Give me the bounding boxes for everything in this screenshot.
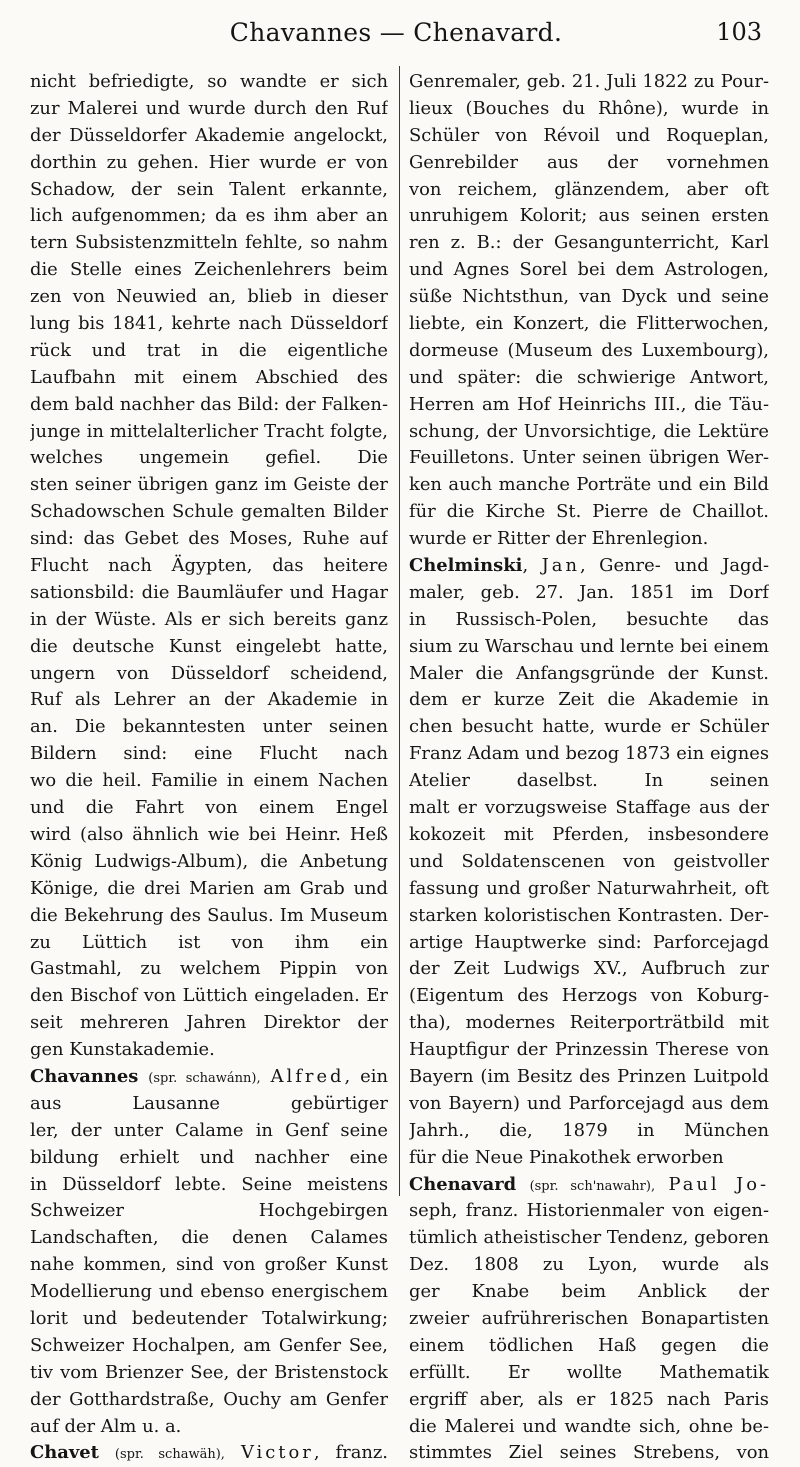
text-line: erfüllt. Er wollte Mathematik [409,1361,769,1383]
text-line: an. Die bekanntesten unter seinen [30,716,388,738]
text-line: und später: die schwierige Antwort, [409,366,769,388]
text-line: Landschaften, die denen Calames [30,1227,388,1249]
text-line: Schweizer Hochgebirgen [30,1200,388,1222]
text-line: und die Fahrt von einem Engel [30,797,388,819]
text-line: ger Knabe beim Anblick der [409,1281,769,1303]
text-line: lieux (Bouches du Rhône), wurde in [409,97,769,119]
text-line: aus Lausanne gebürtiger [30,1092,388,1114]
text-line: stimmtes Ziel seines Strebens, von [409,1442,769,1464]
text-line: die Malerei und wandte sich, ohne be- [409,1415,769,1437]
entry-chavet-first-line [30,1440,388,1467]
text-line: für die Kirche St. Pierre de Chaillot. [409,501,769,523]
text-line: Flucht nach Ägypten, das heitere [30,555,388,577]
headword-chelminski: Chelminski [409,555,523,577]
text-line: liebte, ein Konzert, die Flitterwochen, [409,313,769,335]
text-line: einem tödlichen Haß gegen die [409,1334,769,1356]
left-column [30,69,388,1467]
text-line: lung bis 1841, kehrte nach Düsseldorf [30,313,388,335]
text-line: zur Malerei und wurde durch den Ruf [30,97,388,119]
text-line: Maler die Anfangsgründe der Kunst. [409,662,769,684]
pronunciation-chavannes: (spr. schawánn), [148,1070,261,1086]
right-column [409,69,769,1467]
text-line: artige Hauptwerke sind: Parforcejagd [409,931,769,953]
page-number: 103 [716,18,762,46]
entry-chelminski-first-line: Chelminski, Jan, Genre- und Jagd- [409,555,769,577]
text-line: in der Wüste. Als er sich bereits ganz [30,608,388,630]
headword-chavet: Chavet [30,1442,99,1464]
text-line: ren z. B.: der Gesangunterricht, Karl [409,232,769,254]
text-line: kokozeit mit Pferden, insbesondere [409,823,769,845]
text-line: Ruf als Lehrer an der Akademie in [30,689,388,711]
text-line: Bildern sind: eine Flucht nach [30,743,388,765]
text-line: und Agnes Sorel bei dem Astrologen, [409,259,769,281]
given-name-chavannes: Alfred [270,1065,345,1087]
text-line: Herren am Hof Heinrichs III., die Täu- [409,393,769,415]
running-head: Chavannes — Chenavard. [229,18,563,47]
entry-chenavard-first-line [409,1172,769,1199]
text-line: und Soldatenscenen von geistvoller [409,850,769,872]
text-line: seit mehreren Jahren Direktor der [30,1012,388,1034]
text-line: von Bayern) und Parforcejagd aus dem [409,1092,769,1114]
text-line: Franz Adam und bezog 1873 ein eignes [409,743,769,765]
text-line: die deutsche Kunst eingelebt hatte, [30,635,388,657]
text-line: tha), modernes Reiterporträtbild mit [409,1012,769,1034]
text-line: den Bischof von Lüttich eingeladen. Er [30,985,388,1007]
text-line: tümlich atheistischer Tendenz, geboren [409,1227,769,1249]
text-line: chen besucht hatte, wurde er Schüler [409,716,769,738]
entry-chelminski-first-rest: , Genre- und Jagd- [579,555,769,577]
text-line: süße Nichtsthun, van Dyck und seine [409,286,769,308]
text-line: junge in mittelalterlicher Tracht folgte, [30,420,388,442]
text-line: für die Neue Pinakothek erworben [409,1146,724,1168]
text-line: Genremaler, geb. 21. Juli 1822 zu Pour- [409,71,769,92]
headword-chavannes: Chavannes [30,1065,139,1087]
text-line: Modellierung und ebenso energischem [30,1281,388,1303]
text-line: auf der Alm u. a. [30,1415,182,1437]
text-line: zu Lüttich ist von ihm ein [30,931,388,953]
text-line: unruhigem Kolorit; aus seinen ersten [409,205,769,227]
text-line: ungern von Düsseldorf scheidend, [30,662,388,684]
text-line: ken auch manche Porträte und ein Bild [409,474,769,496]
text-line: maler, geb. 27. Jan. 1851 im Dorf [409,581,769,603]
text-line: Feuilletons. Unter seinen übrigen Wer- [409,447,769,469]
text-line: Genrebilder aus der vornehmen [409,151,769,173]
text-line: nicht befriedigte, so wandte er sich [30,71,388,92]
text-line: sind: das Gebet des Moses, Ruhe auf [30,528,388,550]
text-line: die Stelle eines Zeichenlehrers beim [30,259,388,281]
text-line: starken koloristischen Kontrasten. Der- [409,904,769,926]
text-line: malt er vorzugsweise Staffage aus der [409,797,769,819]
text-line: Schweizer Hochalpen, am Genfer See, [30,1334,388,1356]
text-line: (Eigentum des Herzogs von Koburg- [409,985,769,1007]
text-line: gen Kunstakademie. [30,1039,215,1061]
entry-chelminski-text [409,580,769,1172]
text-line: König Ludwigs-Album), die Anbetung [30,850,388,872]
entry-chenavard-text [409,1198,769,1467]
text-line: Schadow, der sein Talent erkannte, [30,178,388,200]
text-line: der Gotthardstraße, Ouchy am Genfer [30,1388,388,1410]
text-line: wird (also ähnlich wie bei Heinr. Heß [30,823,388,845]
text-line: von reichem, glänzendem, aber oft [409,178,769,200]
text-line: welches ungemein gefiel. Die [30,447,388,469]
text-line: dem er kurze Zeit die Akademie in [409,689,769,711]
entry-chavannes-text [30,1091,388,1441]
entry-chavet-first-rest: , franz. [313,1442,388,1464]
text-line: lorit und bedeutender Totalwirkung; [30,1307,388,1329]
given-name-chelminski: Jan [541,555,580,577]
text-line: nahe kommen, sind von großer Kunst [30,1254,388,1276]
text-line: Jahrh., die, 1879 in München [409,1119,769,1141]
pronunciation-chavet: (spr. schawäh), [114,1447,225,1463]
text-line: der Zeit Ludwigs XV., Aufbruch zur [409,958,769,980]
right-column-text [409,69,769,553]
entry-chavannes-first-rest: , ein [344,1065,388,1087]
text-line: lich aufgenommen; da es ihm aber an [30,205,388,227]
text-line: dormeuse (Museum des Luxembourg), [409,339,769,361]
text-line: die Bekehrung des Saulus. Im Museum [30,904,388,926]
text-line: tiv vom Brienzer See, der Bristenstock [30,1361,388,1383]
text-line: zweier aufrührerischen Bonapartisten [409,1307,769,1329]
pronunciation-chenavard: (spr. sch'nawahr), [529,1178,656,1194]
text-line: der Düsseldorfer Akademie angelockt, [30,124,388,146]
text-line: fassung und großer Naturwahrheit, oft [409,877,769,899]
text-line: wo die heil. Familie in einem Nachen [30,770,388,792]
text-line: ler, der unter Calame in Genf seine [30,1119,388,1141]
text-line: in Russisch-Polen, besuchte das [409,608,769,630]
given-name-chenavard: Paul Jo- [668,1173,769,1195]
text-line: schung, der Unvorsichtige, die Lektüre [409,420,769,442]
text-line: sten seiner übrigen ganz im Geiste der [30,474,388,496]
text-line: Gastmahl, zu welchem Pippin von [30,958,388,980]
text-line: Dez. 1808 zu Lyon, wurde als [409,1254,769,1276]
text-line: Atelier daselbst. In seinen [409,770,769,792]
text-line: Bayern (im Besitz des Prinzen Luitpold [409,1065,769,1087]
text-line: ergriff aber, als er 1825 nach Paris [409,1388,769,1410]
text-line: Laufbahn mit einem Abschied des [30,366,388,388]
text-line: Könige, die drei Marien am Grab und [30,877,388,899]
text-line: rück und trat in die eigentliche [30,339,388,361]
given-name-chavet: Victor [240,1442,314,1464]
text-line: dem bald nachher das Bild: der Falken- [30,393,388,415]
left-column-text [30,69,388,1064]
page-header [30,12,762,52]
text-line: sationsbild: die Baumläufer und Hagar [30,581,388,603]
text-line: tern Subsistenzmitteln fehlte, so nahm [30,232,388,254]
text-line: Hauptfigur der Prinzessin Therese von [409,1039,769,1061]
column-divider [399,66,400,1196]
text-line: wurde er Ritter der Ehrenlegion. [409,528,709,550]
text-line: zen von Neuwied an, blieb in dieser [30,286,388,308]
text-line: in Düsseldorf lebte. Seine meistens [30,1173,388,1195]
text-line: dorthin zu gehen. Hier wurde er von [30,151,388,173]
headword-chenavard: Chenavard [409,1173,517,1195]
text-line: Schadowschen Schule gemalten Bilder [30,501,388,523]
text-line: Schüler von Révoil und Roqueplan, [409,124,769,146]
entry-chavannes-first-line [30,1064,388,1091]
text-line: seph, franz. Historienmaler von eigen- [409,1200,769,1222]
text-line: bildung erhielt und nachher eine [30,1146,388,1168]
text-line: sium zu Warschau und lernte bei einem [409,635,769,657]
